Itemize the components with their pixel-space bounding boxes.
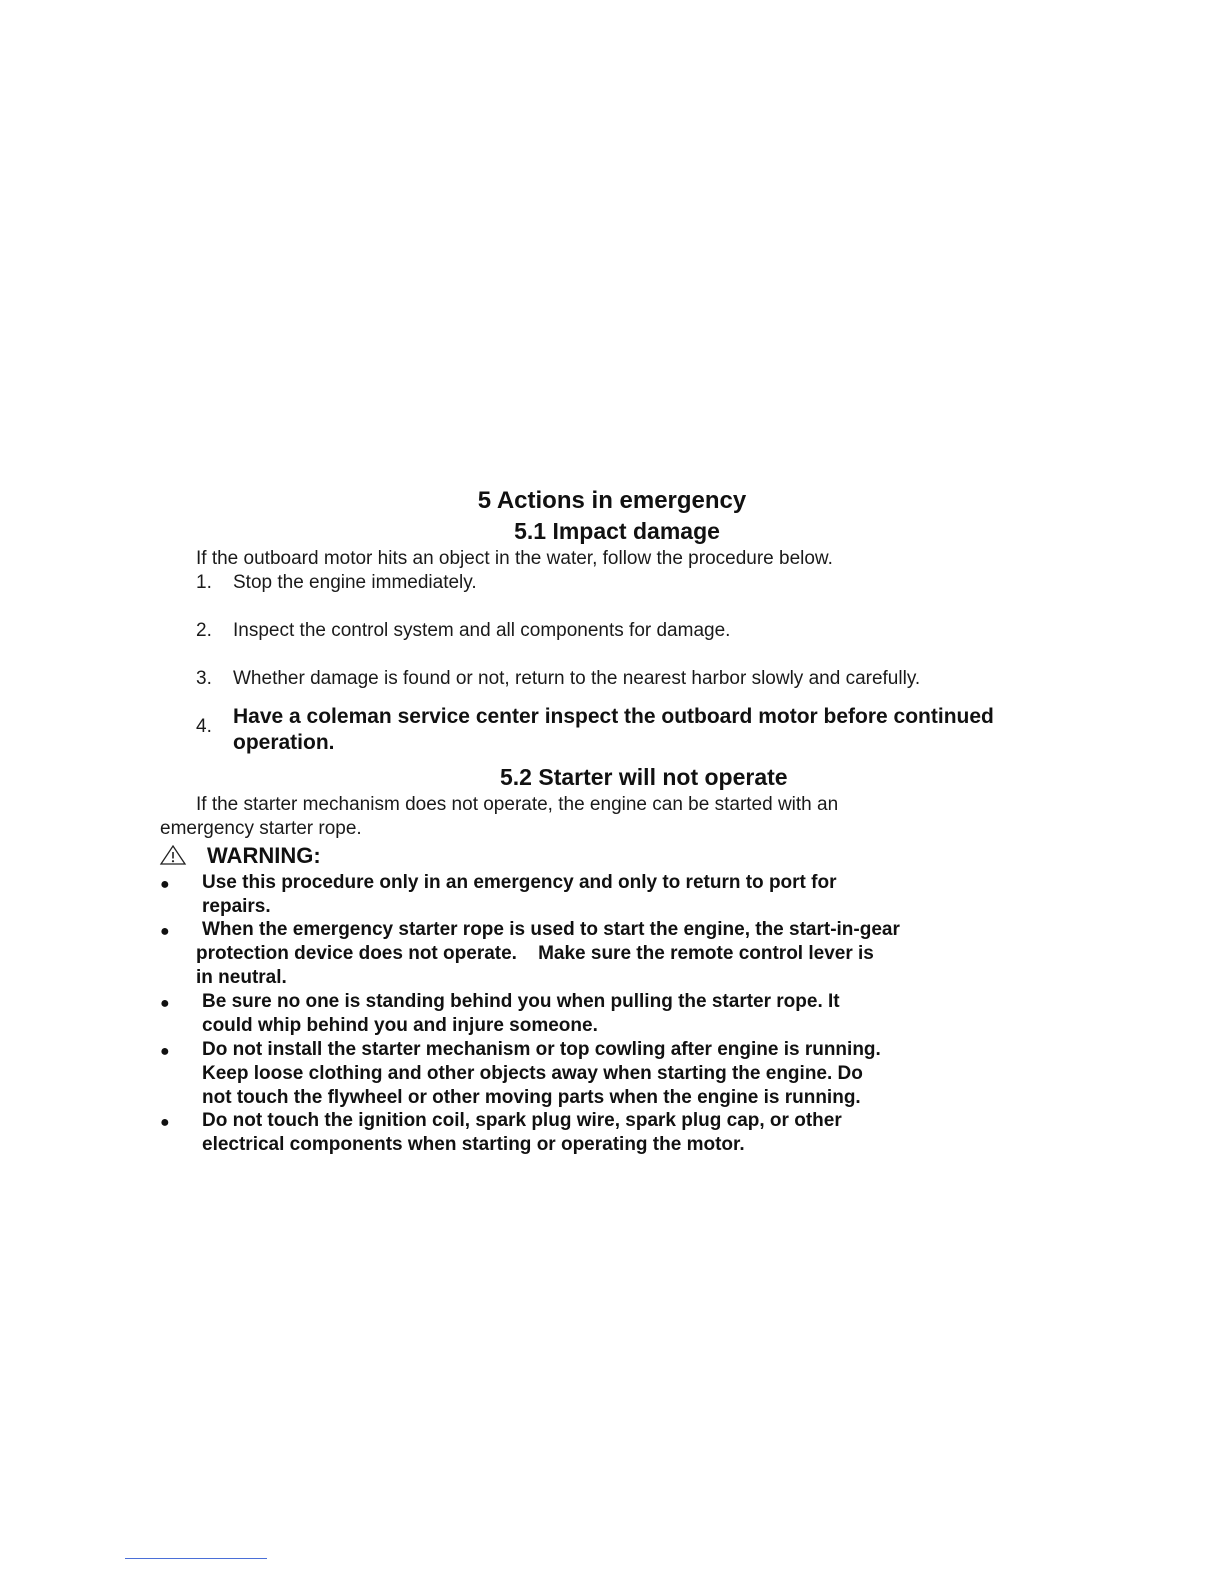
bullet-marker: ●	[160, 1043, 170, 1060]
warning-bullet-text: not touch the flywheel or other moving parts when the engine is running.	[202, 1087, 861, 1108]
step-text: Whether damage is found or not, return to the nearest harbor slowly and carefully.	[233, 668, 921, 689]
impact-intro: If the outboard motor hits an object in the water, follow the procedure below.	[196, 548, 833, 569]
step-text-bold: operation.	[233, 731, 335, 754]
bullet-marker: ●	[160, 1114, 170, 1131]
footnote-separator	[125, 1558, 267, 1559]
step-text: Stop the engine immediately.	[233, 572, 477, 593]
warning-bullet-text: Do not install the starter mechanism or top cowling after engine is running.	[202, 1039, 881, 1060]
warning-bullet-text: protection device does not operate. Make sure the remote control lever is	[196, 943, 874, 964]
warning-bullet-text: When the emergency starter rope is used to start the engine, the start-in-gear	[202, 919, 900, 940]
warning-bullet-text: repairs.	[202, 896, 271, 917]
step-number: 4.	[196, 716, 212, 737]
impact-damage-heading: 5.1 Impact damage	[514, 518, 720, 544]
section-title: 5 Actions in emergency	[477, 487, 747, 514]
warning-bullet-text: could whip behind you and injure someone.	[202, 1015, 598, 1036]
warning-bullet-text: Keep loose clothing and other objects away when starting the engine. Do	[202, 1063, 863, 1084]
step-text-bold: Have a coleman service center inspect the outboard motor before continued	[233, 705, 994, 728]
warning-bullet-text: Use this procedure only in an emergency and only to return to port for	[202, 872, 837, 893]
warning-label: WARNING:	[207, 843, 321, 868]
starter-heading: 5.2 Starter will not operate	[500, 764, 788, 790]
step-number: 1.	[196, 572, 212, 593]
warning-triangle-icon	[158, 843, 188, 867]
warning-bullet-text: in neutral.	[196, 967, 287, 988]
step-text: Inspect the control system and all components for damage.	[233, 620, 731, 641]
bullet-marker: ●	[160, 876, 170, 893]
bullet-marker: ●	[160, 923, 170, 940]
warning-bullet-text: electrical components when starting or operating the motor.	[202, 1134, 745, 1155]
starter-intro-line: If the starter mechanism does not operate, the engine can be started with an	[196, 794, 839, 815]
bullet-marker: ●	[160, 995, 170, 1012]
step-number: 3.	[196, 668, 212, 689]
warning-bullet-text: Do not touch the ignition coil, spark plug wire, spark plug cap, or other	[202, 1110, 842, 1131]
starter-intro-line: emergency starter rope.	[160, 818, 362, 839]
step-number: 2.	[196, 620, 212, 641]
warning-bullet-text: Be sure no one is standing behind you when pulling the starter rope. It	[202, 991, 840, 1012]
